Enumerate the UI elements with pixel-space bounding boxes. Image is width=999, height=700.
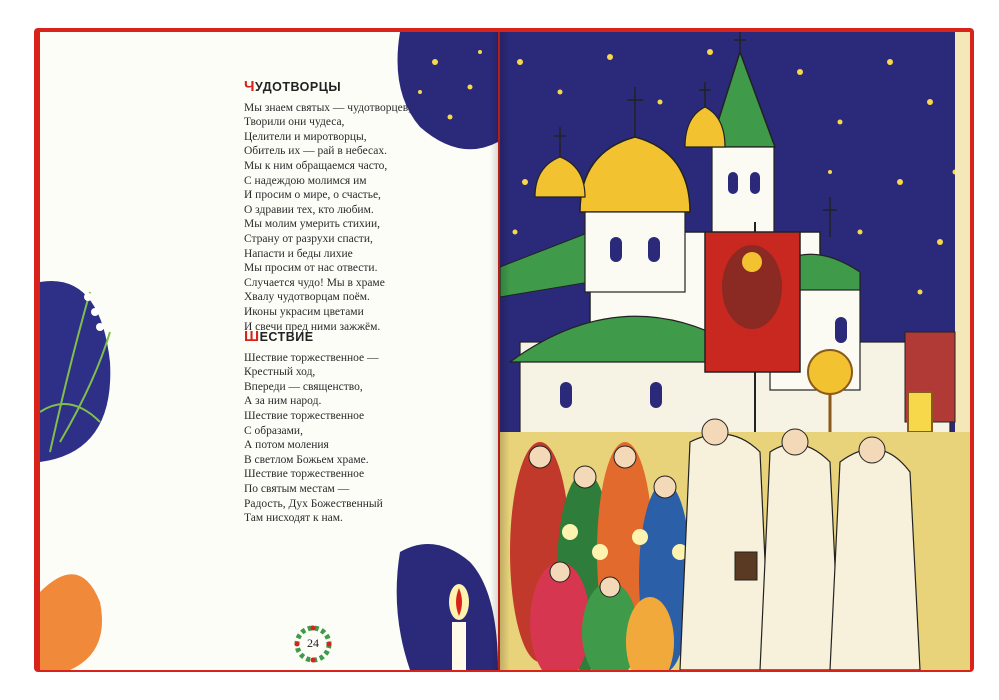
poem-line: Страну от разрухи спасти, [244,232,373,245]
poem-line: А за ним народ. [244,395,322,408]
poem-line: Обитель их — рай в небесах. [244,145,387,158]
poem-line: Мы к ним обращаемся часто, [244,159,388,172]
processional-cross [808,350,852,394]
clergy [680,419,920,670]
poem-line: И свечи пред ними зажжём. [244,320,381,333]
poem-line: Там нисходят к нам. [244,512,343,525]
poem-line: Мы просим от нас отвести. [244,262,378,275]
poem-line: Напасти и беды лихие [244,247,353,260]
candle-background [397,544,498,670]
procession-illustration [500,32,970,670]
poem-line: Случается чудо! Мы в храме [244,276,385,289]
poem-line: О здравии тех, кто любим. [244,203,374,216]
poem-line: Впереди — священство, [244,380,363,393]
poem-line: А потом моления [244,439,329,452]
gold-dome-main [580,137,690,212]
poem-title: ЧУДОТВОРЦЫ [244,78,342,95]
dome-drum [585,212,685,292]
right-page-illustration [500,32,970,670]
page-number-wreath [293,624,333,664]
poem-line: По святым местам — [244,482,350,495]
poem-line: Иконы украсим цветами [244,305,364,318]
gold-dome-small-right [685,107,725,147]
poem-line: И просим о мире, о счастье, [244,189,381,202]
lantern [908,392,932,432]
poem-line: Крестный ход, [244,366,316,379]
poem-line: Шествие торжественное [244,409,365,422]
poem-line: Хвалу чудотворцам поём. [244,291,370,304]
leaf-circle [40,281,110,462]
icon-halo [742,252,762,272]
poem-line: Шествие торжественное [244,468,365,481]
poem-line: Мы знаем святых — чудотворцев, [244,101,412,114]
candle [452,622,466,670]
poem-line: Творили они чудеса, [244,116,345,129]
flower-corner [40,574,102,670]
bell-tower [712,147,774,242]
left-page [40,32,498,670]
green-roof-far-left [500,232,590,297]
poem-line: Шествие торжественное — [244,351,379,364]
poem-line: Целители и миротворцы, [244,130,367,143]
book-gutter [490,32,510,670]
poem-line: С образами, [244,424,303,437]
poem-chudotvortsy [244,80,411,334]
poem-line: Мы молим умерить стихии, [244,218,380,231]
poem-shestvie [244,330,383,526]
poem-line: Радость, Дух Божественный [244,497,383,510]
gold-dome-small-left [535,157,585,197]
poem-line: В светлом Божьем храме. [244,453,369,466]
page-number: 24 [307,636,319,650]
poem-line: С надеждою молимся им [244,174,367,187]
sky-corner [398,32,499,149]
poem-title: ШЕСТВИЕ [244,328,314,345]
